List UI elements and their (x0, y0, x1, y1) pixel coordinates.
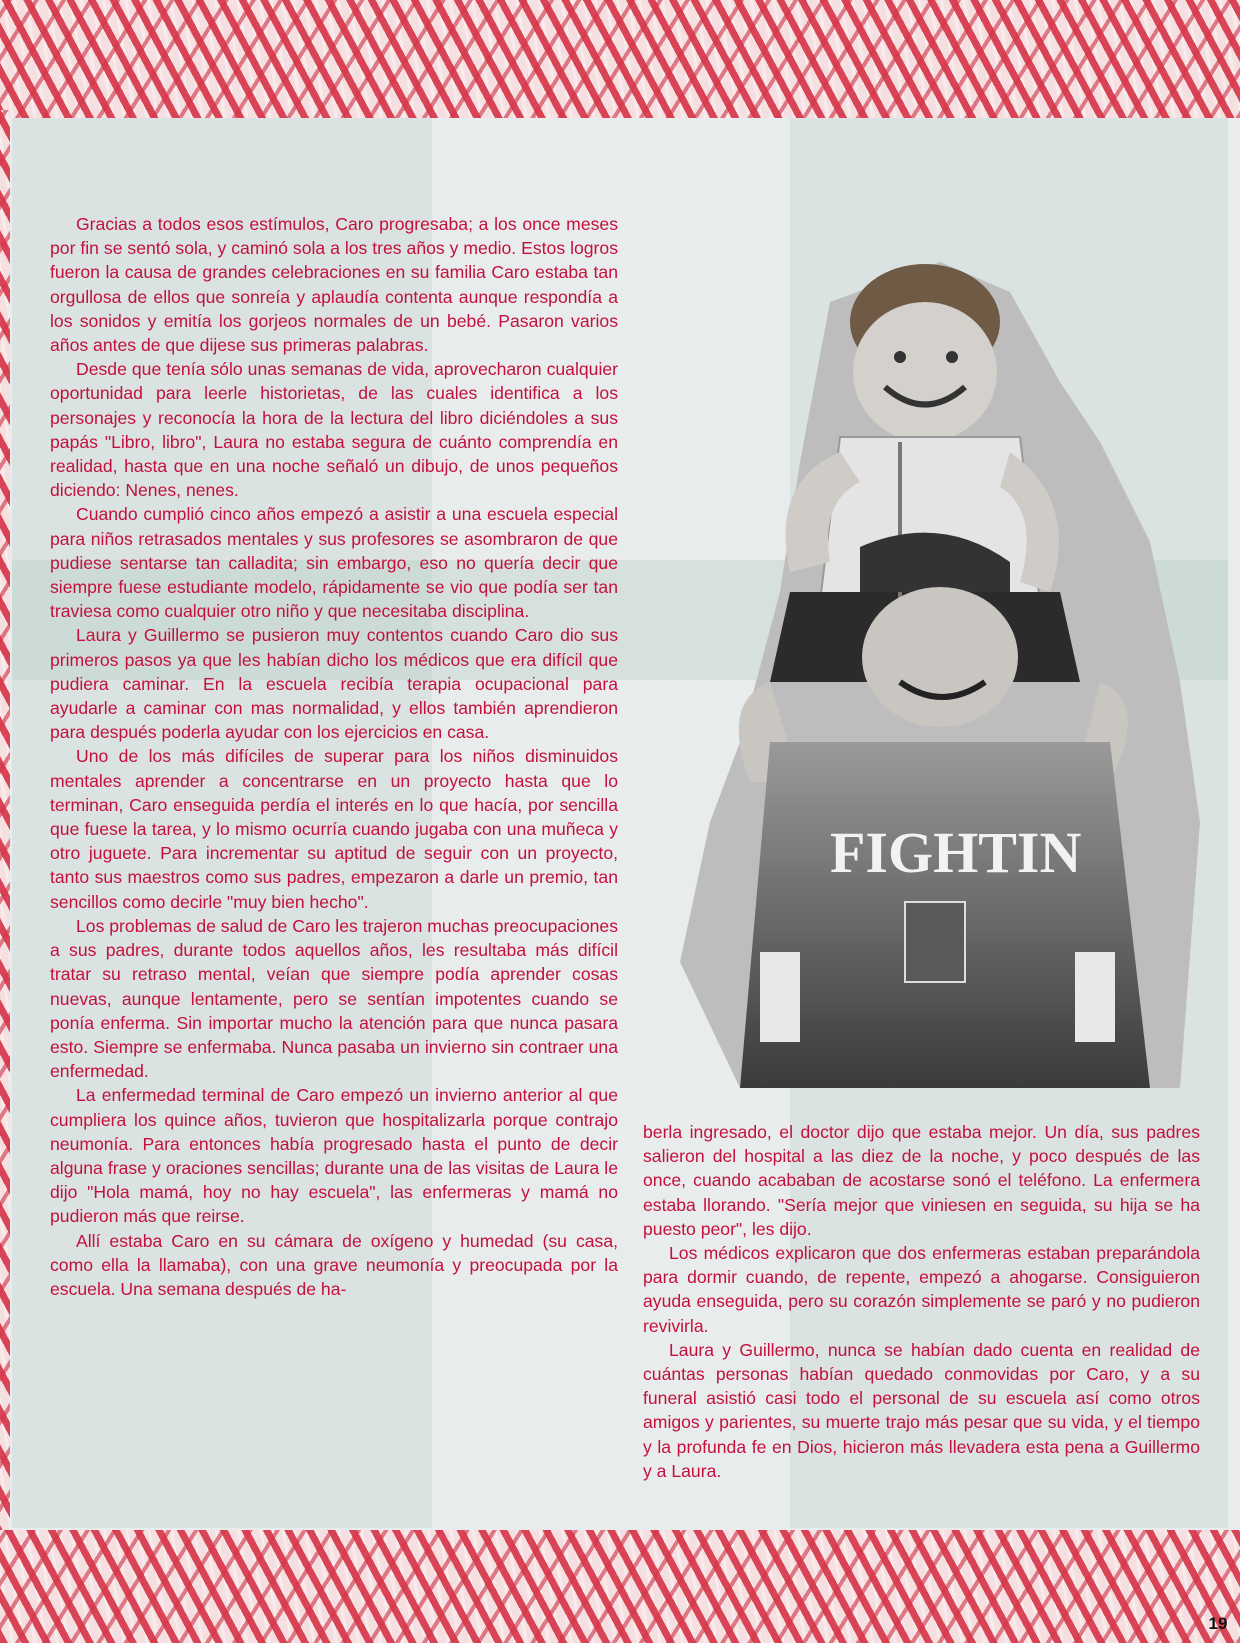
paragraph: Desde que tenía sólo unas semanas de vida, aprovecharon cualquier oportunidad para leerle historietas, de las cuales identifica a los personajes y reconocía la hora de la lectura del libro diciéndoles a sus papás "Libro, libro", Laura no estaba segura de cuánto comprendía en realidad, hasta que en una noche señaló un dibujo, de unos pequeños diciendo: Nenes, nenes. (50, 359, 618, 501)
shirt-lettering: FIGHTIN (830, 820, 1082, 885)
article-right-column (643, 1120, 1200, 1483)
paragraph: Los médicos explicaron que dos enfermeras estaban preparándola para dormir cuando, de repente, empezó a ahogarse. Consiguieron ayuda enseguida, pero su corazón simplemente se paró y no pudieron revivirla. (643, 1243, 1200, 1336)
paragraph: Los problemas de salud de Caro les trajeron muchas preocupaciones a sus padres, durante todos aquellos años, les resultaba más difícil tratar su retraso mental, veían que siempre podía aprender cosas nuevas, aunque lentamente, pero se sentían impotentes cuando se ponía enferma. Sin importar mucho la atención para que nunca pasara esto. Siempre se enfermaba. Nunca pasaba un invierno sin contraer una enfermedad. (50, 915, 618, 1082)
paragraph: Laura y Guillermo, nunca se habían dado cuenta en realidad de cuántas personas habían quedado conmovidas por Caro, y a su funeral asistió casi todo el personal de su escuela así como otros amigos y parientes, su muerte trajo más pesar que su vida, y el tiempo y la profunda fe en Dios, hicieron más llevadera esta pena a Guillermo y a Laura. (643, 1339, 1200, 1481)
paragraph: La enfermedad terminal de Caro empezó un invierno anterior al que cumpliera los quince años, tuvieron que hospitalizarla porque contrajo neumonía. Para entonces había progresado hasta el punto de decir alguna frase y oraciones sencillas; durante una de las visitas de Laura le dijo "Hola mamá, hoy no hay escuela", las enfermeras y mamá no pudieron más que reirse. (50, 1085, 618, 1227)
photo-child-on-shoulders (680, 262, 1200, 1088)
article-left-column (50, 212, 618, 1301)
paragraph: Laura y Guillermo se pusieron muy contentos cuando Caro dio sus primeros pasos ya que les habían dicho los médicos que era difícil que pudiera caminar. En la escuela recibía terapia ocupacional para ayudarle a caminar con mas normalidad, y ellos también aprendieron para después poderla ayudar con los ejercicios en casa. (50, 625, 618, 743)
paragraph: Uno de los más difíciles de superar para los niños disminuidos mentales aprender a concentrarse en un proyecto hasta que lo terminan, Caro enseguida perdía el interés en lo que hacía, por sencilla que fuese la tarea, y lo mismo ocurría cuando jugaba con una muñeca y otro juguete. Para incrementar su aptitud de seguir con un proyecto, tanto sus maestros como sus padres, empezaron a darle un premio, tan sencillos como decirle "muy bien hecho". (50, 746, 618, 912)
decorative-top-band (0, 0, 1240, 118)
decorative-bottom-band (0, 1530, 1240, 1643)
page-number: 19 (1208, 1614, 1228, 1633)
paragraph: Allí estaba Caro en su cámara de oxígeno y humedad (su casa, como ella la llamaba), con una grave neumonía y preocupada por la escuela. Una semana después de ha- (50, 1230, 618, 1299)
decorative-left-edge (0, 110, 10, 1540)
paragraph: berla ingresado, el doctor dijo que estaba mejor. Un día, sus padres salieron del hospital a las diez de la noche, y poco después de las once, cuando acababan de acostarse sonó el teléfono. La enfermera estaba llorando. "Sería mejor que viniesen en seguida, su hija se ha puesto peor", les dijo. (643, 1122, 1200, 1239)
paragraph: Cuando cumplió cinco años empezó a asistir a una escuela especial para niños retrasados mentales y sus profesores se asombraron de que pudiese sentarse tan calladita; sin embargo, eso no quería decir que siempre fuese estudiante modelo, rápidamente se vio que podía ser tan traviesa como cualquier otro niño y que necesitaba disciplina. (50, 504, 618, 622)
paragraph: Gracias a todos esos estímulos, Caro progresaba; a los once meses por fin se sentó sola, y caminó sola a los tres años y medio. Estos logros fueron la causa de grandes celebraciones en su familia Caro estaba tan orgullosa de ellos que sonreía y aplaudía contenta aunque respondía a los sonidos y emitía los gorjeos normales de un bebé. Pasaron varios años antes de que dijese sus primeras palabras. (50, 214, 618, 356)
